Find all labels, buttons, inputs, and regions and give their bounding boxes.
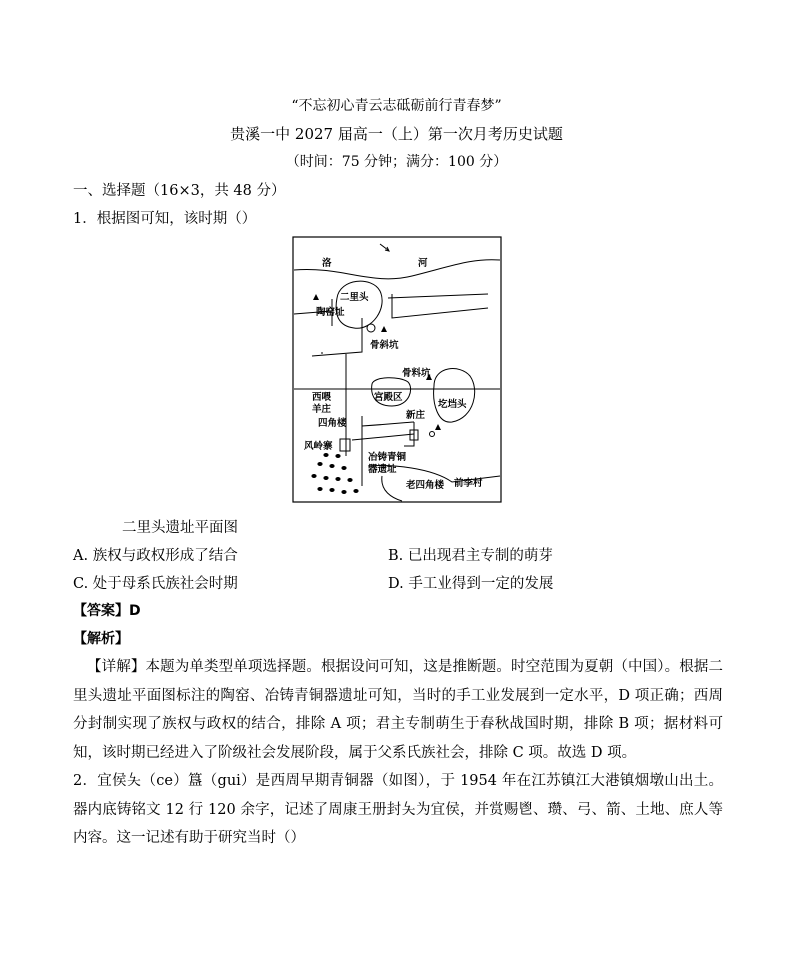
map-label-guliaokeng: 骨料坑 bbox=[402, 368, 431, 379]
map-label-erlitou: 二里头 bbox=[340, 292, 369, 303]
map-caption: 二里头遗址平面图 bbox=[122, 520, 238, 536]
section-heading: 一、选择题（16×3，共 48 分） bbox=[73, 183, 286, 199]
map-label-sijiaolou: 四角楼 bbox=[318, 418, 347, 429]
map-label-geda: 圪垱头 bbox=[438, 399, 467, 410]
map-label-luo: 洛 bbox=[322, 258, 332, 269]
map-label-xiyan: 西喂 bbox=[312, 392, 332, 403]
map-label-gushikeng: 骨斜坑 bbox=[370, 340, 399, 351]
map-label-xinzhuang: 新庄 bbox=[406, 410, 426, 421]
option-b: B. 已出现君主专制的萌芽 bbox=[388, 548, 553, 564]
analysis-label: 【解析】 bbox=[73, 631, 129, 647]
map-label-gongdianqu: 宫殿区 bbox=[374, 392, 403, 403]
question-1-stem: 1．根据图可知，该时期（） bbox=[73, 211, 257, 227]
map-label-yezhu-1: 冶铸青铜 bbox=[368, 452, 407, 463]
map-label-fengling: 风岭寨 bbox=[304, 441, 333, 452]
map-label-he: 河 bbox=[418, 258, 428, 269]
question-2-stem: 2．宜侯夨（ce）簋（gui）是西周早期青铜器（如图），于 1954 年在江苏镇江大港镇烟墩山出土。器内底铸铭文 12 行 120 余字，记述了周康王册封夨为宜侯，并赏赐鬯、瓒、弓、箭、土地、庶人等内容。这一记述有助于研究当时（） bbox=[73, 773, 723, 846]
option-d: D. 手工业得到一定的发展 bbox=[388, 576, 554, 592]
map-label-qianli: 前李村 bbox=[454, 478, 483, 489]
map-svg bbox=[292, 236, 502, 503]
erlitou-site-map bbox=[292, 236, 502, 503]
map-label-laosijiao: 老四角楼 bbox=[406, 480, 445, 491]
map-label-taoyao: 陶窑址 bbox=[316, 307, 345, 318]
map-label-yangzhuang: 羊庄 bbox=[312, 404, 332, 415]
map-label-yezhu-2: 器遗址 bbox=[368, 464, 397, 475]
exam-title: 贵溪一中 2027 届高一（上）第一次月考历史试题 bbox=[230, 125, 563, 143]
exam-meta: （时间：75 分钟；满分：100 分） bbox=[285, 154, 508, 170]
option-c: C. 处于母系氏族社会时期 bbox=[73, 576, 238, 592]
option-a: A. 族权与政权形成了结合 bbox=[73, 548, 238, 564]
motto: “不忘初心青云志砥砺前行青春梦” bbox=[291, 98, 502, 114]
answer-label: 【答案】D bbox=[73, 603, 141, 619]
analysis-detail: 【详解】本题为单类型单项选择题。根据设问可知，这是推断题。时空范围为夏朝（中国）。根据二里头遗址平面图标注的陶窑、冶铸青铜器遗址可知，当时的手工业发展到一定水平，D 项正确；西周分封制实现了族权与政权的结合，排除 A 项；君主专制萌生于春秋战国时期，排除 B 项；据材料可知，该时期已经进入了阶级社会发展阶段，属于父系氏族社会，排除 C 项。故选 D 项。 bbox=[73, 659, 723, 761]
